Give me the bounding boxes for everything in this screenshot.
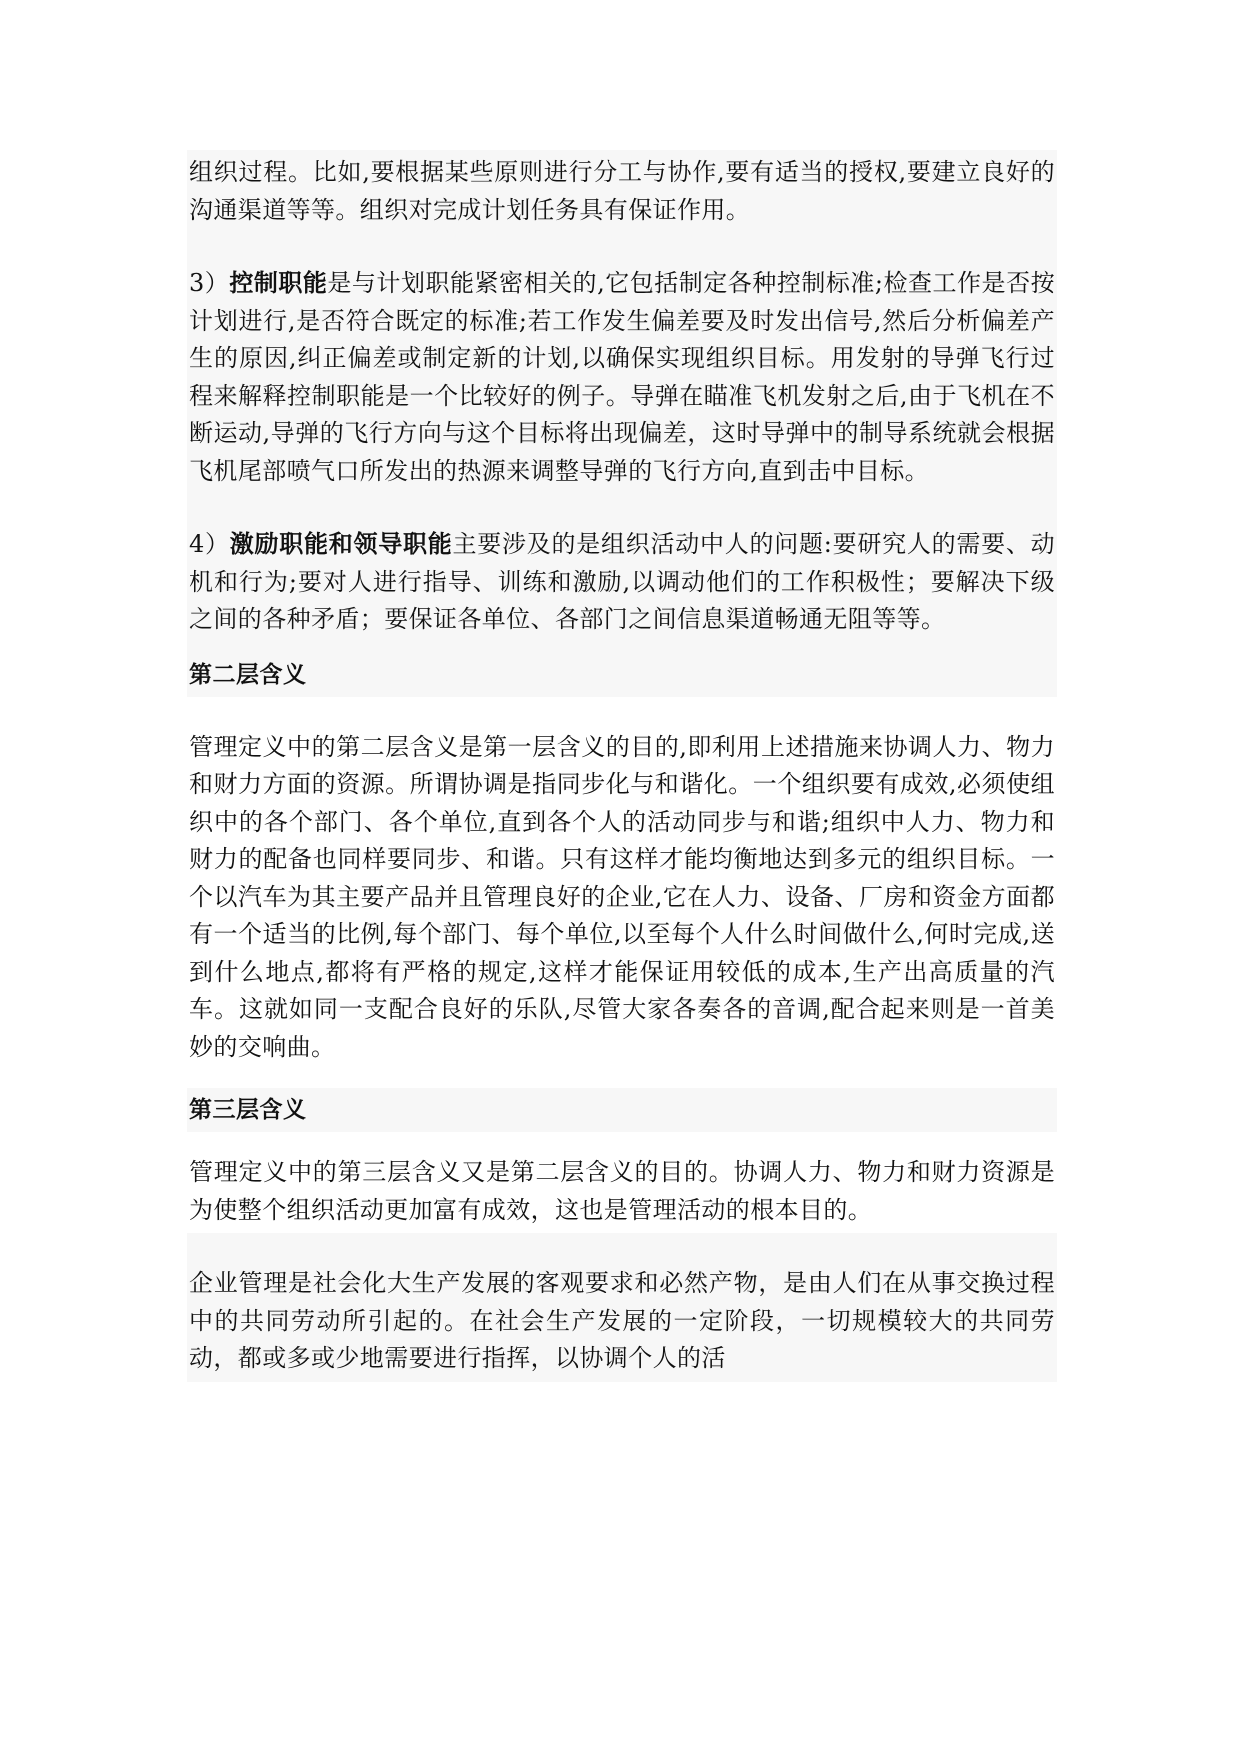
term-control-function: 控制职能: [229, 269, 328, 297]
third-heading-band: [187, 1088, 1057, 1132]
enterprise-section: [187, 1233, 1057, 1382]
item-number-3: 3）: [189, 269, 230, 297]
paragraph-second-meaning: 管理定义中的第二层含义是第一层含义的目的,即利用上述措施来协调人力、物力和财力方面的资源。所谓协调是指同步化与和谐化。一个组织要有成效,必须使组织中的各个部门、各个单位,直到各个人的活动同步与和谐;组织中人力、物力和财力的配备也同样要同步、和谐。只有这样才能均衡地达到多元的组织目标。一个以汽车为其主要产品并且管理良好的企业,它在人力、设备、厂房和资金方面都有一个适当的比例,每个部门、每个单位,以至每个人什么时间做什么,何时完成,送到什么地点,都将有严格的规定,这样才能保证用较低的成本,生产出高质量的汽车。这就如同一支配合良好的乐队,尽管大家各奏各的音调,配合起来则是一首美妙的交响曲。: [189, 732, 1055, 1061]
third-meaning-section: [187, 1132, 1057, 1233]
paragraph-organization: 组织过程。比如,要根据某些原则进行分工与协作,要有适当的授权,要建立良好的沟通渠道等等。组织对完成计划任务具有保证作用。: [189, 158, 1055, 224]
term-motivation-leadership: 激励职能和领导职能: [229, 530, 453, 558]
motivation-leadership-text: 主要涉及的是组织活动中人的问题:要研究人的需要、动机和行为;要对人进行指导、训练和激励,以调动他们的工作积极性；要解决下级之间的各种矛盾；要保证各单位、各部门之间信息渠道畅通无阻等等。: [189, 530, 1055, 633]
item-number-4: 4）: [189, 530, 230, 558]
paragraph-enterprise-management: 企业管理是社会化大生产发展的客观要求和必然产物，是由人们在从事交换过程中的共同劳动所引起的。在社会生产发展的一定阶段，一切规模较大的共同劳动，都或多或少地需要进行指挥，以协调个人的活: [189, 1269, 1055, 1372]
paragraph-control-function: [189, 265, 1055, 490]
heading-third-meaning: 第三层含义: [189, 1097, 307, 1123]
second-meaning-section: [187, 697, 1057, 1089]
document-body: [187, 150, 1057, 1382]
organization-section: [187, 150, 1057, 697]
heading-second-meaning: 第二层含义: [189, 661, 307, 688]
paragraph-third-meaning: 管理定义中的第三层含义又是第二层含义的目的。协调人力、物力和财力资源是为使整个组织活动更加富有成效，这也是管理活动的根本目的。: [189, 1158, 1055, 1224]
paragraph-motivation-leadership: [189, 526, 1055, 639]
control-function-text: 是与计划职能紧密相关的,它包括制定各种控制标准;检查工作是否按计划进行,是否符合既定的标准;若工作发生偏差要及时发出信号,然后分析偏差产生的原因,纠正偏差或制定新的计划,以确保实现组织目标。用发射的导弹飞行过程来解释控制职能是一个比较好的例子。导弹在瞄准飞机发射之后,由于飞机在不断运动,导弹的飞行方向与这个目标将出现偏差，这时导弹中的制导系统就会根据飞机尾部喷气口所发出的热源来调整导弹的飞行方向,直到击中目标。: [189, 269, 1055, 485]
